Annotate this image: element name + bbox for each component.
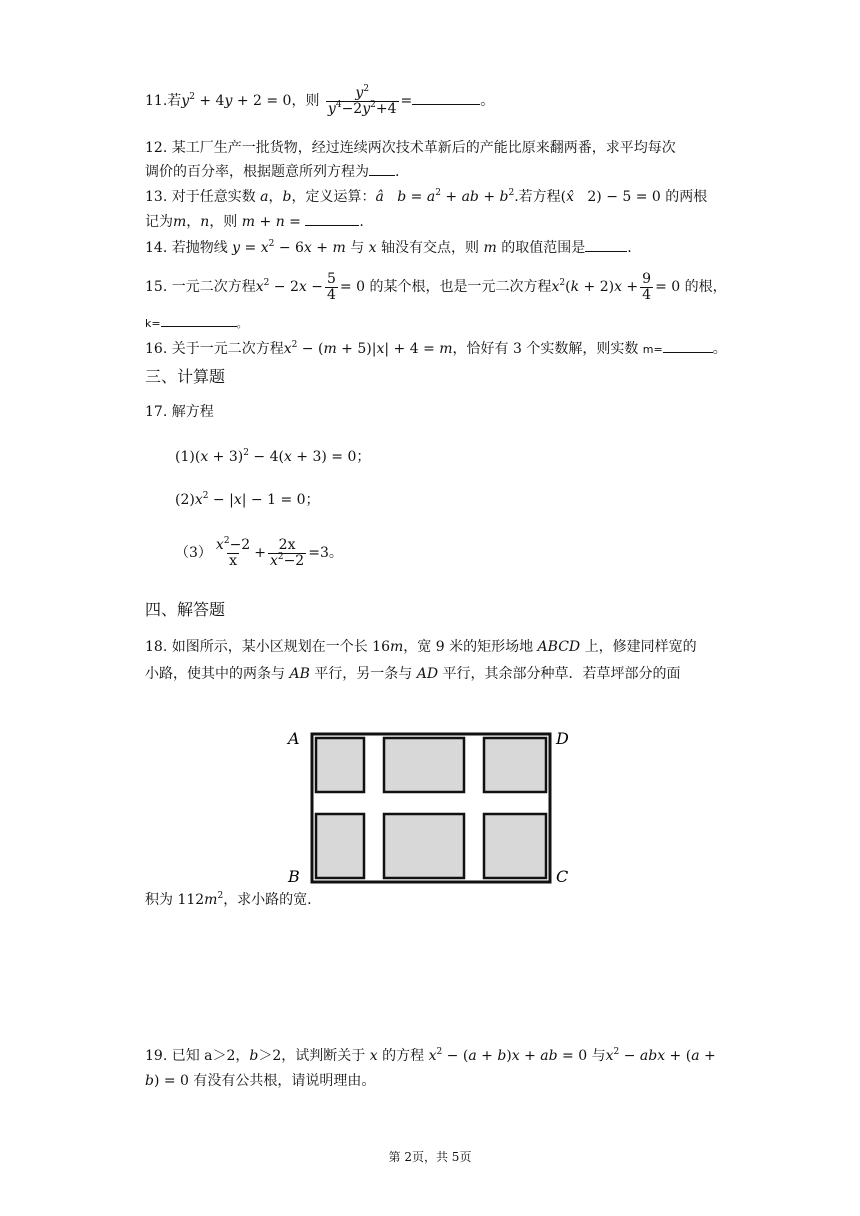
answer-blank[interactable] — [412, 91, 480, 105]
lawn-plot-4 — [316, 814, 364, 878]
question-13-line1: 13. 对于任意实数 a，b，定义运算：â $b = a^2$ + ab + $b^2$.若方程(x̂ 2) − 5 = 0 的两根 — [145, 188, 708, 205]
question-13-line2: 记为m，n，则 m + n = . — [145, 214, 364, 230]
question-14: 14. 若抛物线 $y = x^2 - 6x + m$ 与 x 轴没有交点，则 m 的取值范围是 . — [145, 239, 632, 256]
question-19-line2: b) = 0 有没有公共根，请说明理由。 — [145, 1073, 376, 1089]
question-18-line2: 小路，使其中的两条与 AB 平行，另一条与 AD 平行，其余部分种草．若草坪部分的面 — [145, 666, 681, 682]
question-19-line1: 19. 已知 a＞2，b＞2，试判断关于 x 的方程 $x^2 - (a + b)x$ + ab = 0 与$x^2$ − abx + (a + — [145, 1047, 716, 1064]
answer-blank[interactable] — [305, 212, 359, 226]
question-17-part1: $(1)(x + 3)^2 - 4(x + 3) = 0$； — [175, 448, 371, 465]
question-16: 16. 关于一元二次方程$x^2 - (m + 5)|x| + 4 = m$，恰好有 3 个实数解，则实数 m= 。 — [145, 340, 727, 357]
lawn-plot-6 — [484, 814, 546, 878]
label-A: A — [288, 729, 300, 748]
garden-figure — [280, 722, 580, 890]
lawn-plot-2 — [384, 738, 464, 792]
answer-blank[interactable] — [161, 315, 237, 327]
question-12-line2: 调价的百分率，根据题意所列方程为 . — [145, 164, 400, 180]
lawn-plot-5 — [384, 814, 464, 878]
q11-fraction: $\frac{y^2}{y^4-2y^2+4}$ — [327, 84, 397, 117]
answer-blank[interactable] — [369, 162, 395, 176]
section-title-4: 四、解答题 — [145, 600, 226, 619]
question-15-answer: k= 。 — [145, 317, 248, 330]
section-title-3: 三、计算题 — [145, 367, 226, 386]
question-17-title: 17. 解方程 — [145, 404, 214, 420]
question-17-part3: （3） $\frac{x^2-2}{x}$ + $\frac{2x}{x^2-2}$ =3。 — [175, 536, 343, 569]
page-footer: 第 2页，共 5页 — [388, 1150, 472, 1164]
question-15: 15. 一元二次方程$x^2 - 2x$ − $\frac{5}{4}$ = 0 的某个根，也是一元二次方程$x^2(k + 2)x$ + $\frac{9}{4}$ = 0 的根， — [145, 271, 727, 303]
question-18-line3: 积为 $112m^2$，求小路的宽. — [145, 891, 312, 908]
label-B: B — [288, 867, 300, 886]
question-18-line1: 18. 如图所示，某小区规划在一个长 16m，宽 9 米的矩形场地 ABCD 上，修建同样宽的 — [145, 639, 697, 655]
question-17-part2: $(2)x^2 - |x| - 1 = 0$； — [175, 491, 320, 508]
lawn-plot-1 — [316, 738, 364, 792]
question-12-line1: 12. 某工厂生产一批货物，经过连续两次技术革新后的产能比原来翻两番，求平均每次 — [145, 140, 676, 156]
answer-blank[interactable] — [663, 339, 713, 353]
label-D: D — [556, 729, 569, 748]
lawn-plot-3 — [484, 738, 546, 792]
answer-blank[interactable] — [585, 238, 627, 252]
label-C: C — [556, 867, 569, 886]
question-11: 11.若$y^2 + 4y + 2 = 0$，则 $\frac{y^2}{y^4-2y^2+4}$ = 。 — [145, 84, 495, 117]
